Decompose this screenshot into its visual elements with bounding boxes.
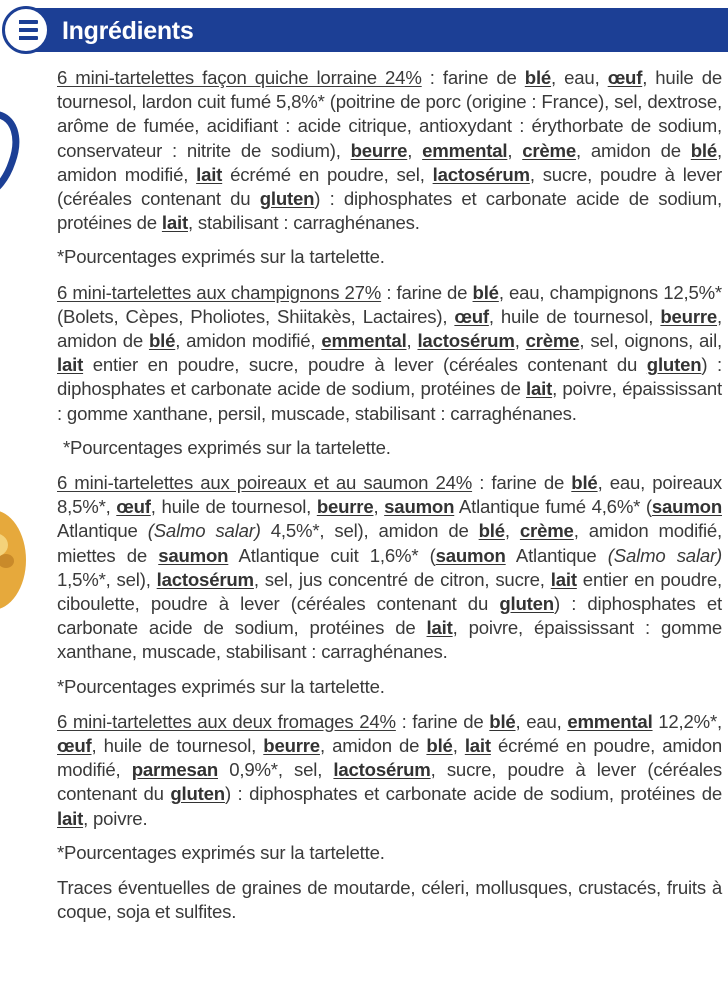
allergen-term: lait bbox=[526, 378, 553, 400]
ingredient-text: , amidon modifié, miettes de bbox=[57, 520, 723, 566]
allergen-term: emmental bbox=[321, 330, 407, 352]
allergen-term: œuf bbox=[57, 735, 92, 757]
allergen-term: lactosérum bbox=[432, 163, 530, 185]
allergen-term: beurre bbox=[660, 305, 718, 327]
ingredient-text: : farine de bbox=[381, 281, 473, 303]
ingredient-text: , eau, bbox=[515, 710, 568, 732]
decorative-swirl bbox=[0, 110, 26, 200]
decorative-tartlet-image bbox=[0, 505, 32, 615]
ingredient-text: : farine de bbox=[472, 472, 572, 494]
ingredient-text: , bbox=[407, 139, 423, 161]
percentage-note: *Pourcentages exprimés sur la tartelette. bbox=[57, 675, 385, 697]
allergen-term: crème bbox=[522, 139, 577, 161]
allergen-term: blé bbox=[426, 735, 453, 757]
ingredient-text: , amidon de bbox=[576, 139, 691, 161]
allergen-term: œuf bbox=[116, 496, 151, 518]
ingredient-text: , bbox=[373, 496, 385, 518]
ingredient-text: , bbox=[452, 735, 465, 757]
traces-statement: Traces éventuelles de graines de moutarde, céleri, mollusques, crustacés, fruits à coque, soja et sulfites. bbox=[57, 877, 722, 923]
ingredient-text: , bbox=[406, 330, 418, 352]
allergen-term: lait bbox=[464, 735, 491, 757]
allergen-term: beurre bbox=[263, 735, 320, 757]
product-heading: 6 mini-tartelettes aux poireaux et au saumon 24% bbox=[57, 472, 473, 494]
allergen-term: emmental bbox=[567, 710, 653, 732]
ingredient-text: Atlantique bbox=[57, 520, 148, 542]
ingredient-text: , huile de tournesol, bbox=[150, 496, 317, 518]
ingredient-text: , eau, bbox=[551, 67, 608, 88]
ingredient-paragraph bbox=[57, 281, 722, 426]
ingredient-text: , amidon de bbox=[319, 735, 427, 757]
ingredient-text: 0,9%*, sel, bbox=[218, 759, 334, 781]
ingredient-text: , bbox=[514, 330, 526, 352]
allergen-term: blé bbox=[472, 281, 499, 303]
ingredient-text: , sel, oignons, ail, bbox=[579, 330, 723, 352]
allergen-term: saumon bbox=[384, 496, 455, 518]
product-heading: 6 mini-tartelettes aux champignons 27% bbox=[57, 281, 382, 303]
ingredient-text: , eau, poireaux 8,5%*, bbox=[57, 472, 722, 518]
allergen-term: crème bbox=[525, 330, 580, 352]
ingredient-paragraph bbox=[57, 710, 722, 831]
allergen-term: beurre bbox=[316, 496, 374, 518]
allergen-term: blé bbox=[524, 67, 552, 88]
product-heading: 6 mini-tartelettes façon quiche lorraine 24% bbox=[57, 67, 422, 88]
allergen-term: blé bbox=[690, 139, 718, 161]
ingredient-text: , poivre. bbox=[83, 807, 148, 829]
ingredient-text: , poivre, épaississant : gomme xanthane, persil, muscade, stabilisant : carraghénanes. bbox=[57, 378, 722, 424]
ingredient-text: ) : diphosphates et carbonate acide de sodium, protéines de bbox=[57, 593, 722, 639]
ingredient-text: : farine de bbox=[395, 710, 490, 732]
latin-name: (Salmo salar) bbox=[607, 544, 722, 566]
ingredient-text: , poivre, épaississant : gomme xanthane, muscade, stabilisant : carraghénanes. bbox=[57, 617, 723, 663]
allergen-term: gluten bbox=[499, 593, 554, 615]
allergen-term: saumon bbox=[435, 544, 506, 566]
ingredient-text: , huile de tournesol, lardon cuit fumé 5,8%* (poitrine de porc (origine : France), sel, dextrose, arôme de fumée, acidifiant : acide citrique, antioxydant : érythorbate de sodium, conservateur : nitrite de sodium), bbox=[57, 67, 722, 161]
ingredient-text: entier en poudre, ciboulette, poudre à lever (céréales contenant du bbox=[57, 568, 722, 615]
allergen-term: lactosérum bbox=[333, 759, 431, 781]
ingredient-text: , stabilisant : carraghénanes. bbox=[187, 212, 420, 234]
ingredient-text: Atlantique cuit 1,6%* ( bbox=[228, 544, 436, 566]
ingredient-text: , sucre, poudre à lever (céréales contenant du bbox=[57, 759, 723, 805]
allergen-term: lait bbox=[57, 807, 84, 829]
allergen-term: crème bbox=[519, 520, 574, 542]
ingredient-text: ) : diphosphates et carbonate acide de sodium, protéines de bbox=[57, 354, 722, 400]
ingredient-text: ) : diphosphates et carbonate acide de sodium, protéines de bbox=[224, 783, 722, 805]
allergen-term: gluten bbox=[170, 783, 225, 805]
allergen-term: blé bbox=[478, 520, 505, 542]
allergen-term: beurre bbox=[350, 139, 408, 161]
allergen-term: lait bbox=[57, 354, 84, 376]
percentage-note: *Pourcentages exprimés sur la tartelette. bbox=[57, 841, 385, 863]
ingredients-text bbox=[57, 66, 722, 935]
latin-name: (Salmo salar) bbox=[147, 520, 261, 542]
ingredient-text: , amidon modifié, bbox=[175, 330, 322, 352]
allergen-term: parmesan bbox=[131, 759, 218, 781]
ingredient-text: Atlantique fumé 4,6%* ( bbox=[454, 496, 652, 518]
ingredient-text: , amidon modifié, bbox=[57, 139, 722, 185]
ingredient-text: , sel, jus concentré de citron, sucre, bbox=[253, 568, 551, 590]
ingredients-header bbox=[0, 6, 728, 56]
allergen-term: saumon bbox=[158, 544, 229, 566]
ingredient-text: ) : diphosphates et carbonate acide de sodium, protéines de bbox=[57, 188, 722, 234]
ingredient-text: , eau, champignons 12,5%* (Bolets, Cèpes, Pholiotes, Shiitakès, Lactaires), bbox=[57, 281, 722, 327]
ingredient-paragraph bbox=[57, 471, 722, 665]
ingredient-text: écrémé en poudre, amidon modifié, bbox=[57, 735, 722, 781]
allergen-term: gluten bbox=[259, 188, 315, 210]
allergen-term: œuf bbox=[454, 305, 489, 327]
ingredient-text: 4,5%*, sel), amidon de bbox=[260, 520, 479, 542]
allergen-term: blé bbox=[571, 472, 598, 494]
ingredient-text: écrémé en poudre, sel, bbox=[222, 163, 433, 185]
ingredient-text: , huile de tournesol, bbox=[91, 735, 264, 757]
allergen-term: blé bbox=[489, 710, 516, 732]
ingredient-text: , bbox=[507, 139, 523, 161]
ingredient-text: 12,2%*, bbox=[652, 710, 722, 732]
ingredient-text: , huile de tournesol, bbox=[488, 305, 661, 327]
allergen-term: lait bbox=[196, 163, 223, 185]
allergen-term: lait bbox=[161, 212, 188, 234]
list-icon bbox=[2, 6, 50, 54]
allergen-term: lait bbox=[550, 568, 577, 590]
product-heading: 6 mini-tartelettes aux deux fromages 24% bbox=[57, 710, 396, 732]
ingredient-text: , sucre, poudre à lever (céréales contenant du bbox=[57, 163, 722, 210]
allergen-term: lactosérum bbox=[156, 568, 254, 590]
ingredient-text: entier en poudre, sucre, poudre à lever (céréales contenant du bbox=[83, 354, 647, 376]
ingredient-text: Atlantique bbox=[505, 544, 608, 566]
ingredient-text: , amidon de bbox=[57, 305, 722, 352]
allergen-term: emmental bbox=[422, 139, 508, 161]
allergen-term: saumon bbox=[651, 496, 722, 518]
header-title: Ingrédients bbox=[62, 17, 194, 45]
ingredient-text: 1,5%*, sel), bbox=[57, 568, 157, 590]
allergen-term: œuf bbox=[607, 67, 643, 88]
allergen-term: lait bbox=[426, 617, 453, 639]
ingredient-text: : farine de bbox=[421, 67, 525, 88]
percentage-note: *Pourcentages exprimés sur la tartelette. bbox=[63, 436, 391, 458]
percentage-note: *Pourcentages exprimés sur la tartelette. bbox=[57, 246, 385, 268]
allergen-term: lactosérum bbox=[417, 330, 515, 352]
ingredient-text: , bbox=[504, 520, 520, 542]
ingredient-paragraph bbox=[57, 66, 722, 235]
allergen-term: gluten bbox=[646, 354, 702, 376]
allergen-term: blé bbox=[148, 330, 176, 352]
